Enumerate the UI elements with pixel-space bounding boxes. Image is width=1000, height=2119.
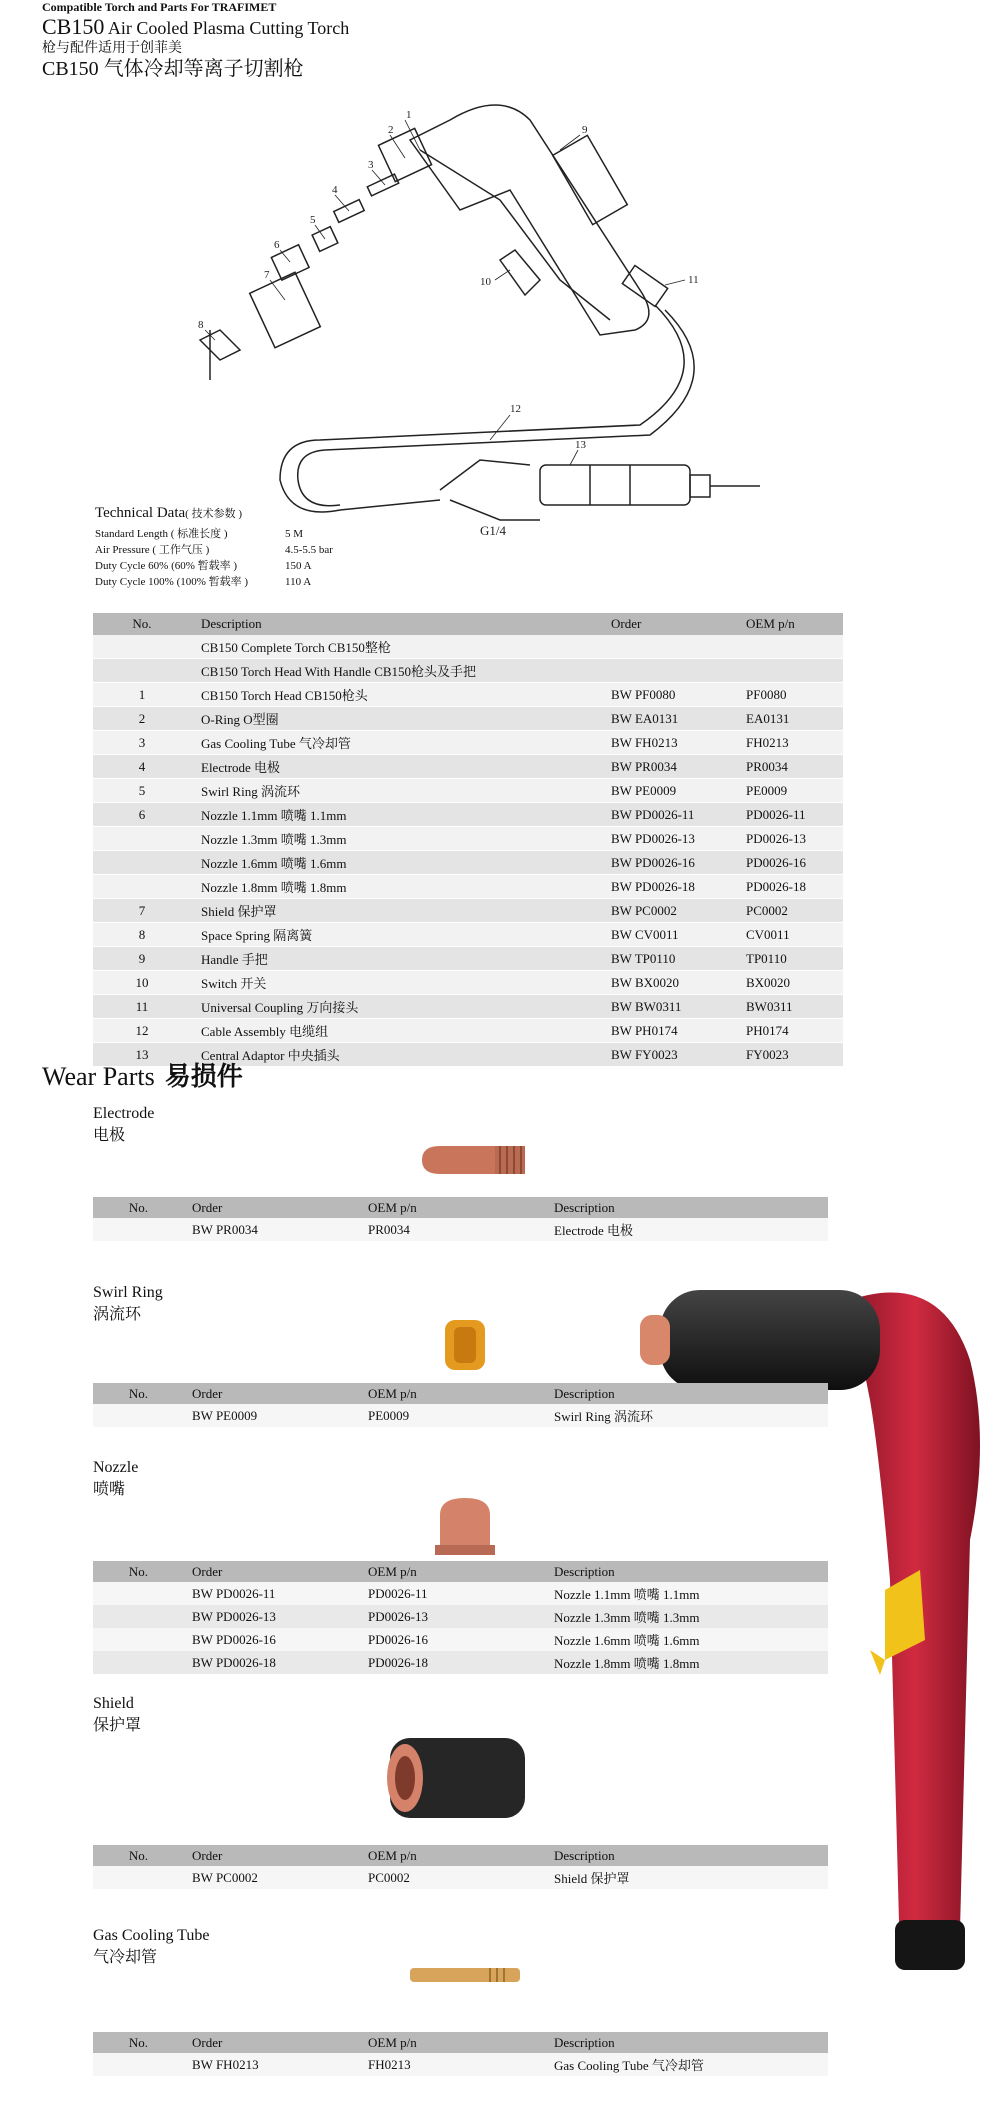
wear-label-en: Electrode <box>93 1105 155 1122</box>
cell-description: Switch 开关 <box>191 971 601 995</box>
cell-no: 3 <box>93 731 191 755</box>
cell-oem <box>736 659 843 683</box>
cell-oem: PE0009 <box>360 1404 546 1427</box>
cell-description: Nozzle 1.6mm 喷嘴 1.6mm <box>546 1628 828 1651</box>
tech-key: Duty Cycle 100% (100% 暂载率 ) <box>95 576 249 588</box>
cell-description: Nozzle 1.8mm 喷嘴 1.8mm <box>546 1651 828 1674</box>
cell-oem: BX0020 <box>736 971 843 995</box>
cell-oem: EA0131 <box>736 707 843 731</box>
header-no: No. <box>93 1561 184 1582</box>
cell-oem: FY0023 <box>736 1043 843 1067</box>
cell-order: BW PH0174 <box>601 1019 736 1043</box>
cell-order: BW PD0026-18 <box>184 1651 360 1674</box>
table-row <box>93 899 843 923</box>
cell-oem: PE0009 <box>736 779 843 803</box>
cell-oem: TP0110 <box>736 947 843 971</box>
table-row <box>93 947 843 971</box>
tech-value: 5 M <box>285 528 304 540</box>
wear-section-label <box>93 1693 141 1737</box>
wear-label-cn: 保护罩 <box>93 1717 142 1734</box>
table-row <box>93 827 843 851</box>
table-row <box>93 1628 828 1651</box>
wear-table-header <box>93 2032 828 2053</box>
header-description: Description <box>546 1197 828 1218</box>
wear-section-label <box>93 1925 209 1969</box>
callout-9: 9 <box>582 124 588 136</box>
table-row <box>93 2053 828 2076</box>
cell-oem: FH0213 <box>360 2053 546 2076</box>
table-row <box>93 1404 828 1427</box>
compat-cn-line: 枪与配件适用于创菲美 <box>42 41 182 56</box>
cell-no <box>93 635 191 659</box>
cell-order: BW EA0131 <box>601 707 736 731</box>
cell-order: BW PD0026-11 <box>601 803 736 827</box>
cell-description: Universal Coupling 万向接头 <box>191 995 601 1019</box>
wear-parts-table <box>93 1561 828 1674</box>
header-oem: OEM p/n <box>360 1383 546 1404</box>
table-row <box>93 1019 843 1043</box>
cell-description: Cable Assembly 电缆组 <box>191 1019 601 1043</box>
cell-no <box>93 1651 184 1674</box>
wear-label-cn: 喷嘴 <box>93 1481 126 1498</box>
header-description: Description <box>546 1561 828 1582</box>
cell-order: BW PD0026-16 <box>601 851 736 875</box>
header-order: Order <box>184 2032 360 2053</box>
cell-description: Central Adaptor 中央插头 <box>191 1043 601 1067</box>
cell-no: 6 <box>93 803 191 827</box>
cell-order <box>601 659 736 683</box>
table-row <box>93 755 843 779</box>
cell-oem: PD0026-16 <box>360 1628 546 1651</box>
cell-order: BW PR0034 <box>601 755 736 779</box>
cell-description: Shield 保护罩 <box>191 899 601 923</box>
header-oem: OEM p/n <box>360 1845 546 1866</box>
technical-data <box>95 505 455 590</box>
wear-label-cn: 电极 <box>93 1127 126 1144</box>
tech-row <box>95 558 455 574</box>
cell-no: 7 <box>93 899 191 923</box>
header-order: Order <box>184 1561 360 1582</box>
cell-description: Handle 手把 <box>191 947 601 971</box>
tech-key: Duty Cycle 60% (60% 暂载率 ) <box>95 560 238 572</box>
callout-3: 3 <box>368 159 374 171</box>
model-code-cn: CB150 <box>42 58 99 80</box>
table-row <box>93 875 843 899</box>
cell-no: 1 <box>93 683 191 707</box>
cell-oem: FH0213 <box>736 731 843 755</box>
wear-table-header <box>93 1197 828 1218</box>
cell-no: 8 <box>93 923 191 947</box>
table-row <box>93 995 843 1019</box>
header-oem: OEM p/n <box>360 1197 546 1218</box>
callout-11: 11 <box>688 274 699 286</box>
callout-4: 4 <box>332 184 338 196</box>
header-description: Description <box>546 1383 828 1404</box>
cell-description: Nozzle 1.3mm 喷嘴 1.3mm <box>191 827 601 851</box>
header-order: Order <box>601 613 736 635</box>
shield-image <box>380 1728 530 1833</box>
cell-order: BW BX0020 <box>601 971 736 995</box>
table-row <box>93 971 843 995</box>
wear-parts-title <box>42 1056 243 1093</box>
table-row <box>93 1866 828 1889</box>
header-order: Order <box>184 1197 360 1218</box>
table-row <box>93 731 843 755</box>
table-row <box>93 1582 828 1605</box>
cell-description: Nozzle 1.1mm 喷嘴 1.1mm <box>191 803 601 827</box>
header-order: Order <box>184 1845 360 1866</box>
table-row <box>93 851 843 875</box>
cell-oem: PC0002 <box>736 899 843 923</box>
wear-parts-table <box>93 2032 828 2076</box>
cell-order: BW PD0026-11 <box>184 1582 360 1605</box>
callout-5: 5 <box>310 214 316 226</box>
cell-oem: PD0026-13 <box>360 1605 546 1628</box>
cell-no: 2 <box>93 707 191 731</box>
cell-oem: PH0174 <box>736 1019 843 1043</box>
header-no: No. <box>93 1845 184 1866</box>
table-row <box>93 707 843 731</box>
cell-description: CB150 Complete Torch CB150整枪 <box>191 635 601 659</box>
cell-oem: CV0011 <box>736 923 843 947</box>
cell-order: BW FH0213 <box>184 2053 360 2076</box>
cell-no <box>93 827 191 851</box>
wear-parts-table <box>93 1383 828 1427</box>
cell-no <box>93 1628 184 1651</box>
cell-order: BW PE0009 <box>601 779 736 803</box>
wear-label-cn: 涡流环 <box>93 1306 142 1323</box>
cell-no <box>93 1404 184 1427</box>
tech-key: Air Pressure ( 工作气压 ) <box>95 544 210 556</box>
header-order: Order <box>184 1383 360 1404</box>
tech-value: 150 A <box>285 560 312 572</box>
table-row <box>93 635 843 659</box>
cell-no: 12 <box>93 1019 191 1043</box>
wear-parts-table <box>93 1845 828 1889</box>
table-row <box>93 1218 828 1241</box>
parts-table <box>93 613 843 1067</box>
cell-description: Nozzle 1.3mm 喷嘴 1.3mm <box>546 1605 828 1628</box>
cell-description: Electrode 电极 <box>546 1218 828 1241</box>
header-oem: OEM p/n <box>736 613 843 635</box>
header-description: Description <box>546 2032 828 2053</box>
cell-description: Shield 保护罩 <box>546 1866 828 1889</box>
cell-oem: PF0080 <box>736 683 843 707</box>
callout-6: 6 <box>274 239 280 251</box>
cell-order: BW CV0011 <box>601 923 736 947</box>
compat-line: Compatible Torch and Parts For TRAFIMET <box>42 0 277 14</box>
table-row <box>93 803 843 827</box>
cell-no <box>93 659 191 683</box>
cell-no <box>93 1866 184 1889</box>
table-row <box>93 923 843 947</box>
cell-order: BW PR0034 <box>184 1218 360 1241</box>
cell-oem: PD0026-18 <box>736 875 843 899</box>
cell-description: CB150 Torch Head With Handle CB150枪头及手把 <box>191 659 601 683</box>
technical-title-cn: ( 技术参数 ) <box>185 508 242 520</box>
cell-oem: PD0026-11 <box>360 1582 546 1605</box>
table-row <box>93 1651 828 1674</box>
header-oem: OEM p/n <box>360 1561 546 1582</box>
cell-oem: PC0002 <box>360 1866 546 1889</box>
cell-no <box>93 1582 184 1605</box>
table-row <box>93 659 843 683</box>
model-title-cn <box>42 52 304 81</box>
header-no: No. <box>93 613 191 635</box>
header-description: Description <box>546 1845 828 1866</box>
wear-section-label <box>93 1457 138 1501</box>
cell-order: BW PE0009 <box>184 1404 360 1427</box>
table-row <box>93 779 843 803</box>
cell-description: CB150 Torch Head CB150枪头 <box>191 683 601 707</box>
wear-label-en: Nozzle <box>93 1459 139 1476</box>
cell-no <box>93 875 191 899</box>
tech-value: 110 A <box>285 576 312 588</box>
wear-title-text: Wear Parts <box>42 1062 155 1091</box>
cell-description: Swirl Ring 涡流环 <box>546 1404 828 1427</box>
cell-description: O-Ring O型圈 <box>191 707 601 731</box>
wear-parts-table <box>93 1197 828 1241</box>
header-oem: OEM p/n <box>360 2032 546 2053</box>
cell-oem: PR0034 <box>736 755 843 779</box>
technical-title-text: Technical Data <box>95 505 186 521</box>
callout-1: 1 <box>406 109 412 121</box>
cell-order: BW TP0110 <box>601 947 736 971</box>
header-no: No. <box>93 1197 184 1218</box>
parts-table-header <box>93 613 843 635</box>
cell-order: BW PD0026-13 <box>184 1605 360 1628</box>
callout-2: 2 <box>388 124 394 136</box>
cell-description: Nozzle 1.6mm 喷嘴 1.6mm <box>191 851 601 875</box>
cell-order <box>601 635 736 659</box>
callout-8: 8 <box>198 319 204 331</box>
cell-no: 4 <box>93 755 191 779</box>
cell-no <box>93 2053 184 2076</box>
table-row <box>93 1605 828 1628</box>
tech-row <box>95 542 455 558</box>
tech-value: 4.5-5.5 bar <box>285 544 333 556</box>
fitting-label: G1/4 <box>480 523 506 538</box>
tech-row <box>95 574 455 590</box>
cell-oem: BW0311 <box>736 995 843 1019</box>
callout-7: 7 <box>264 269 270 281</box>
callout-13: 13 <box>575 439 586 451</box>
cell-oem: PD0026-11 <box>736 803 843 827</box>
wear-label-cn: 气冷却管 <box>93 1949 158 1966</box>
cell-order: BW PD0026-16 <box>184 1628 360 1651</box>
exploded-diagram <box>120 80 820 560</box>
callout-12: 12 <box>510 403 521 415</box>
wear-section-label <box>93 1282 163 1326</box>
cell-no: 13 <box>93 1043 191 1067</box>
tube-image <box>405 1960 525 1995</box>
cell-no <box>93 851 191 875</box>
wear-label-en: Gas Cooling Tube <box>93 1927 210 1944</box>
cell-order: BW PC0002 <box>601 899 736 923</box>
wear-label-en: Swirl Ring <box>93 1284 163 1301</box>
header-no: No. <box>93 2032 184 2053</box>
cell-description: Swirl Ring 涡流环 <box>191 779 601 803</box>
cell-description: Gas Cooling Tube 气冷却管 <box>546 2053 828 2076</box>
cell-order: BW BW0311 <box>601 995 736 1019</box>
model-code: CB150 <box>42 14 105 39</box>
wear-table-header <box>93 1845 828 1866</box>
cell-no <box>93 1218 184 1241</box>
cell-no: 9 <box>93 947 191 971</box>
cell-order: BW FY0023 <box>601 1043 736 1067</box>
cell-no: 5 <box>93 779 191 803</box>
header-description: Description <box>191 613 601 635</box>
tech-row <box>95 526 455 542</box>
cell-order: BW PF0080 <box>601 683 736 707</box>
cell-description: Gas Cooling Tube 气冷却管 <box>191 731 601 755</box>
header-no: No. <box>93 1383 184 1404</box>
cell-description: Space Spring 隔离簧 <box>191 923 601 947</box>
cell-no <box>93 1605 184 1628</box>
electrode-image <box>420 1140 530 1185</box>
cell-order: BW PC0002 <box>184 1866 360 1889</box>
callout-10: 10 <box>480 276 491 288</box>
model-desc-cn: 气体冷却等离子切割枪 <box>103 58 304 80</box>
cell-description: Electrode 电极 <box>191 755 601 779</box>
table-row <box>93 683 843 707</box>
wear-title-cn: 易损件 <box>164 1062 243 1091</box>
cell-order: BW PD0026-13 <box>601 827 736 851</box>
wear-table-header <box>93 1561 828 1582</box>
cell-oem: PR0034 <box>360 1218 546 1241</box>
swirl-image <box>440 1315 490 1380</box>
cell-order: BW PD0026-18 <box>601 875 736 899</box>
cell-oem: PD0026-13 <box>736 827 843 851</box>
technical-title <box>95 505 455 522</box>
cell-no: 11 <box>93 995 191 1019</box>
wear-section-label <box>93 1103 154 1147</box>
cell-oem: PD0026-18 <box>360 1651 546 1674</box>
cell-order: BW FH0213 <box>601 731 736 755</box>
nozzle-image <box>430 1490 500 1565</box>
tech-key: Standard Length ( 标准长度 ) <box>95 528 228 540</box>
cell-oem: PD0026-16 <box>736 851 843 875</box>
cell-description: Nozzle 1.1mm 喷嘴 1.1mm <box>546 1582 828 1605</box>
wear-label-en: Shield <box>93 1695 134 1712</box>
model-desc: Air Cooled Plasma Cutting Torch <box>107 18 350 38</box>
cell-oem <box>736 635 843 659</box>
cell-no: 10 <box>93 971 191 995</box>
wear-table-header <box>93 1383 828 1404</box>
cell-description: Nozzle 1.8mm 喷嘴 1.8mm <box>191 875 601 899</box>
